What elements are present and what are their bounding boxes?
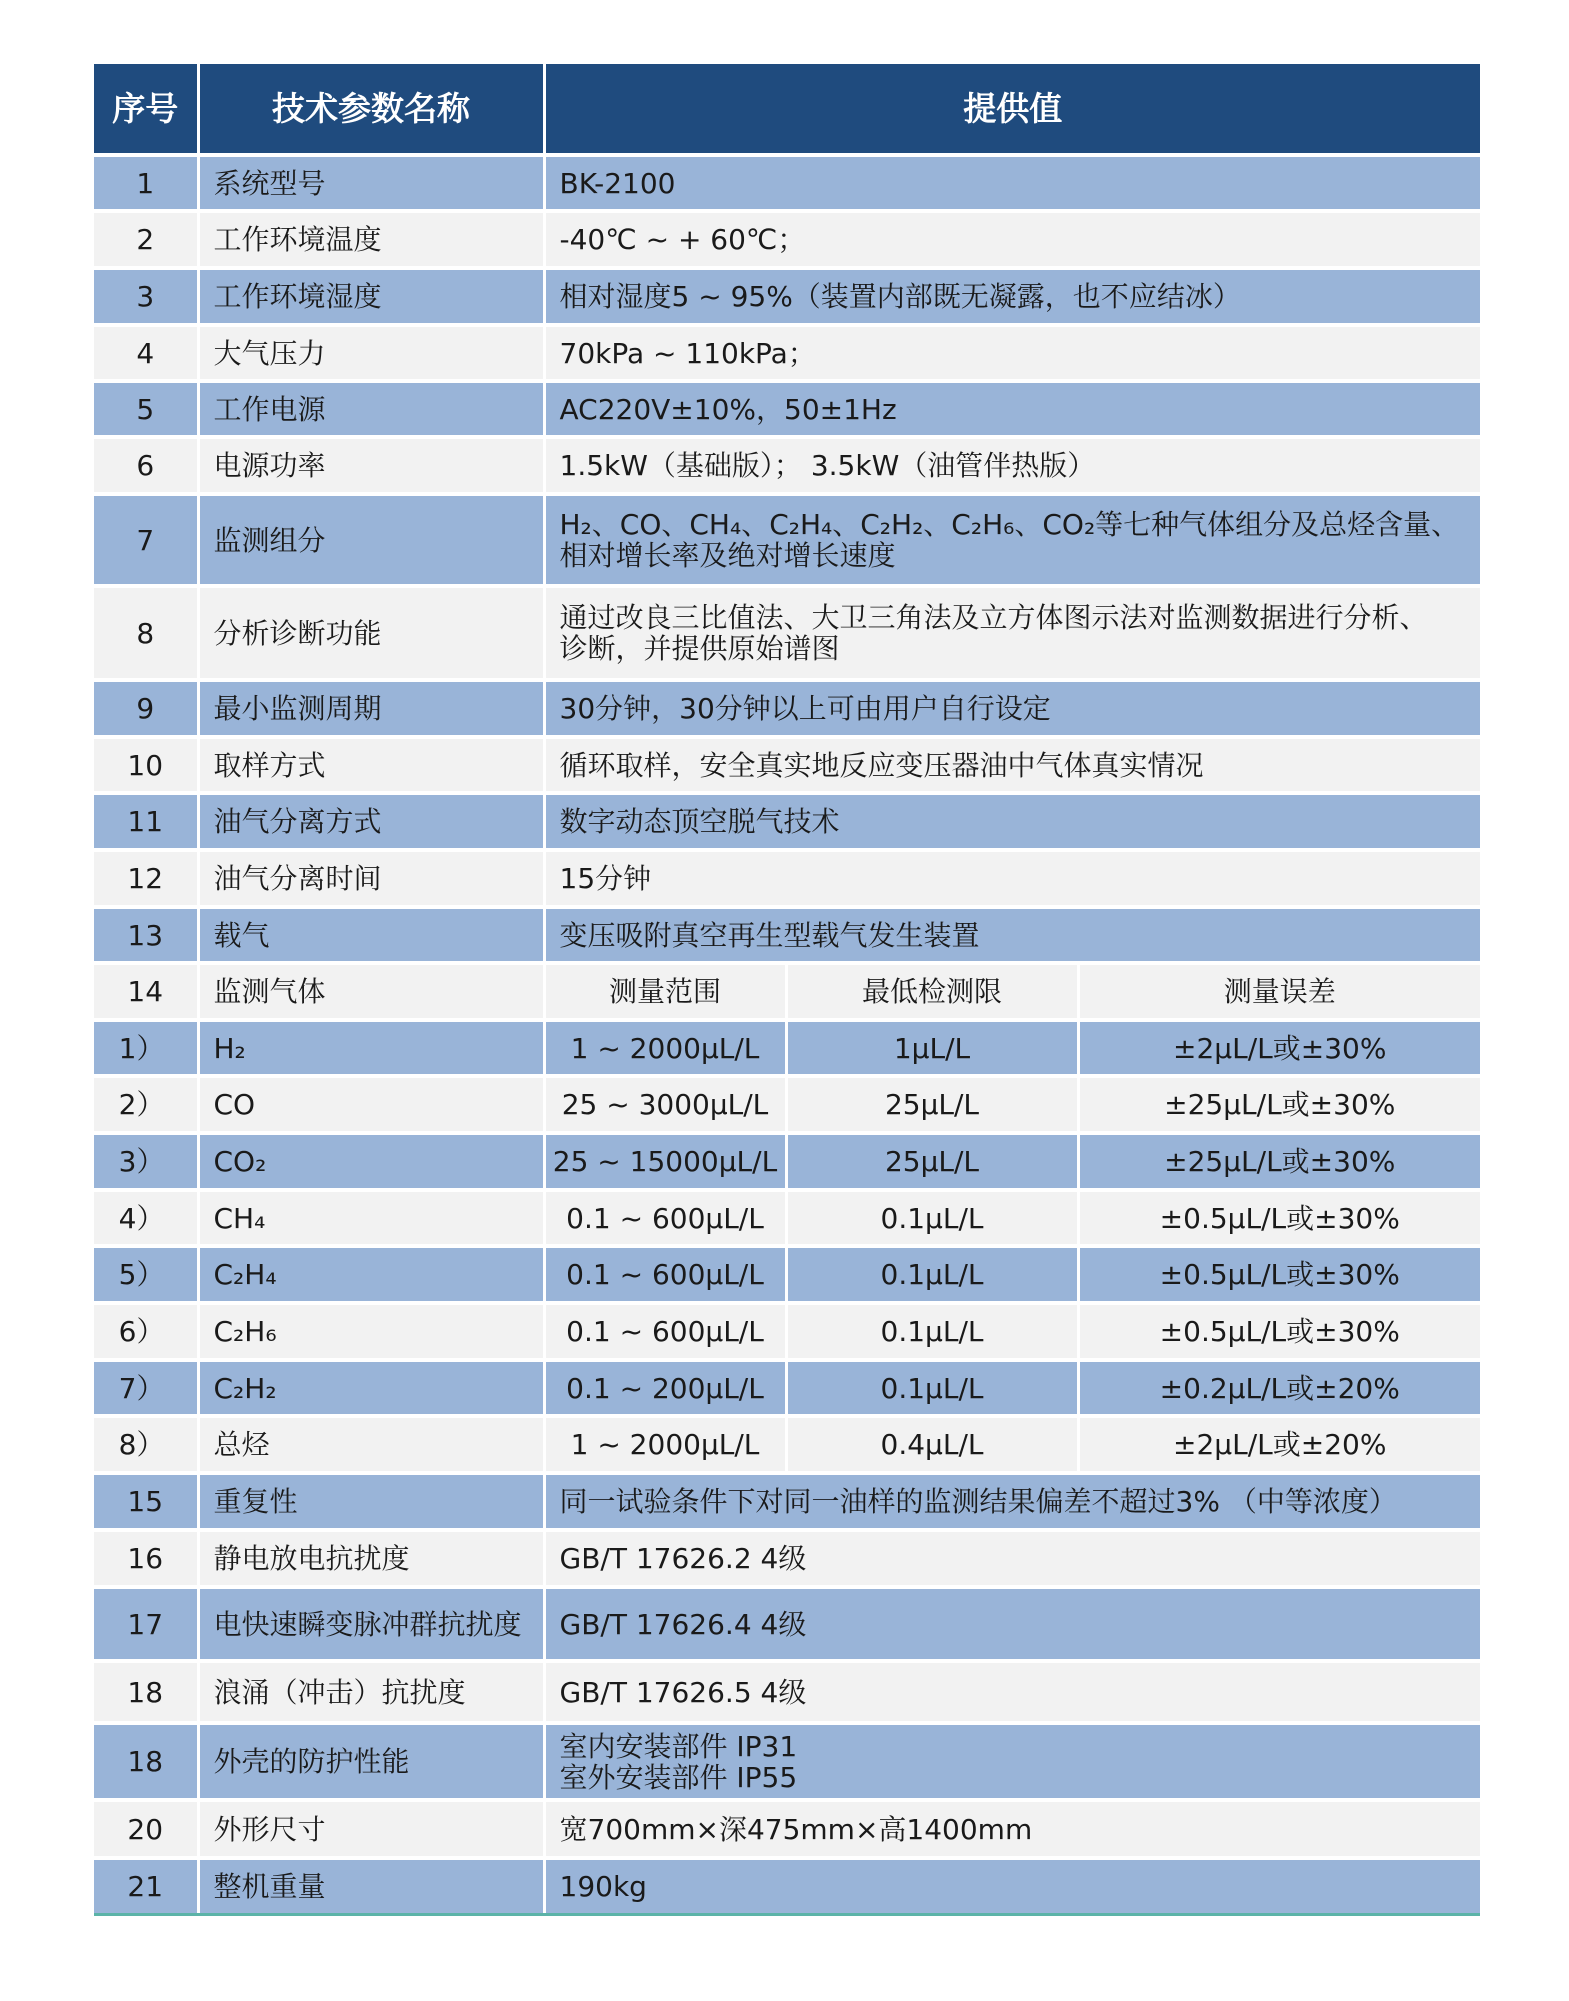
row-value: 同一试验条件下对同一油样的监测结果偏差不超过3% （中等浓度） (544, 1473, 1480, 1530)
row-value-line: H₂、CO、CH₄、C₂H₄、C₂H₂、C₂H₆、CO₂等七种气体组分及总烃含量、 (559, 508, 1460, 541)
gas-row (94, 1133, 1480, 1190)
gas-row (94, 1020, 1480, 1076)
row-value (544, 494, 1480, 586)
gas-range: 0.1 ~ 600μL/L (544, 1246, 786, 1303)
gas-range: 1 ~ 2000μL/L (544, 1416, 786, 1473)
row-no: 21 (94, 1858, 198, 1914)
row-no: 20 (94, 1800, 198, 1858)
row-value: 15分钟 (544, 850, 1480, 907)
row-value: 数字动态顶空脱气技术 (544, 793, 1480, 850)
gas-error: ±0.5μL/L或±30% (1078, 1246, 1480, 1303)
row-name: 浪涌（冲击）抗扰度 (198, 1661, 544, 1723)
row-name: 系统型号 (198, 155, 544, 211)
row-no: 8 (94, 586, 198, 680)
row-value-line: 室内安装部件 IP31 (559, 1729, 798, 1763)
row-value: 190kg (544, 1858, 1480, 1914)
gas-name: CO₂ (198, 1133, 544, 1190)
gas-error-header: 测量误差 (1078, 963, 1480, 1020)
row-no: 13 (94, 907, 198, 963)
row-name: 电快速瞬变脉冲群抗扰度 (198, 1587, 544, 1661)
gas-range: 1 ~ 2000μL/L (544, 1020, 786, 1076)
row-no: 1 (94, 155, 198, 211)
gas-error: ±0.5μL/L或±30% (1078, 1190, 1480, 1246)
gas-limit: 0.4μL/L (786, 1416, 1078, 1473)
gas-error: ±2μL/L或±30% (1078, 1020, 1480, 1076)
row-name: 载气 (198, 907, 544, 963)
gas-no: 7） (94, 1360, 198, 1416)
gas-error: ±0.2μL/L或±20% (1078, 1360, 1480, 1416)
gas-error: ±25μL/L或±30% (1078, 1076, 1480, 1133)
gas-no: 3） (94, 1133, 198, 1190)
row-name: 大气压力 (198, 325, 544, 381)
gas-name: C₂H₂ (198, 1360, 544, 1416)
table-row (94, 907, 1480, 963)
row-no: 3 (94, 268, 198, 325)
row-value: 变压吸附真空再生型载气发生装置 (544, 907, 1480, 963)
gas-range: 0.1 ~ 600μL/L (544, 1190, 786, 1246)
row-value: BK-2100 (544, 155, 1480, 211)
gas-no: 8） (94, 1416, 198, 1473)
gas-limit: 25μL/L (786, 1076, 1078, 1133)
table-row (94, 1473, 1480, 1530)
gas-range-header: 测量范围 (544, 963, 786, 1020)
header-param-name: 技术参数名称 (198, 64, 544, 155)
table-row (94, 437, 1480, 494)
row-no: 17 (94, 1587, 198, 1661)
gas-no: 1） (94, 1020, 198, 1076)
row-no: 2 (94, 211, 198, 268)
table-row (94, 325, 1480, 381)
gas-name: CO (198, 1076, 544, 1133)
gas-limit-header: 最低检测限 (786, 963, 1078, 1020)
row-value: GB/T 17626.4 4级 (544, 1587, 1480, 1661)
gas-header-row (94, 963, 1480, 1020)
row-name: 静电放电抗扰度 (198, 1530, 544, 1587)
table-row (94, 586, 1480, 680)
row-no: 15 (94, 1473, 198, 1530)
row-no: 6 (94, 437, 198, 494)
table-row (94, 1723, 1480, 1800)
row-name: 监测气体 (198, 963, 544, 1020)
gas-limit: 0.1μL/L (786, 1303, 1078, 1360)
row-value-line: 诊断，并提供原始谱图 (559, 632, 840, 665)
table-row (94, 1530, 1480, 1587)
gas-no: 4） (94, 1190, 198, 1246)
row-value: 1.5kW（基础版）； 3.5kW（油管伴热版） (544, 437, 1480, 494)
row-name: 外形尺寸 (198, 1800, 544, 1858)
row-name: 最小监测周期 (198, 680, 544, 737)
row-value: GB/T 17626.5 4级 (544, 1661, 1480, 1723)
row-value: 相对湿度5 ~ 95%（装置内部既无凝露，也不应结冰） (544, 268, 1480, 325)
table-header-row (94, 64, 1480, 155)
row-no: 9 (94, 680, 198, 737)
gas-name: 总烃 (198, 1416, 544, 1473)
gas-limit: 25μL/L (786, 1133, 1078, 1190)
row-value (544, 1723, 1480, 1800)
row-no: 5 (94, 381, 198, 437)
row-name: 取样方式 (198, 737, 544, 793)
gas-range: 25 ~ 15000μL/L (544, 1133, 786, 1190)
row-value: 宽700mm×深475mm×高1400mm (544, 1800, 1480, 1858)
row-no: 4 (94, 325, 198, 381)
gas-row (94, 1076, 1480, 1133)
gas-range: 0.1 ~ 200μL/L (544, 1360, 786, 1416)
gas-limit: 0.1μL/L (786, 1190, 1078, 1246)
row-no: 7 (94, 494, 198, 586)
row-name: 工作环境温度 (198, 211, 544, 268)
table-row (94, 737, 1480, 793)
table-row (94, 1661, 1480, 1723)
row-name: 电源功率 (198, 437, 544, 494)
row-value: GB/T 17626.2 4级 (544, 1530, 1480, 1587)
table-row (94, 155, 1480, 211)
gas-error: ±2μL/L或±20% (1078, 1416, 1480, 1473)
gas-no: 5） (94, 1246, 198, 1303)
gas-name: C₂H₆ (198, 1303, 544, 1360)
gas-row (94, 1190, 1480, 1246)
row-name: 重复性 (198, 1473, 544, 1530)
row-value: 循环取样，安全真实地反应变压器油中气体真实情况 (544, 737, 1480, 793)
table-row (94, 381, 1480, 437)
gas-name: CH₄ (198, 1190, 544, 1246)
row-value-line: 相对增长率及绝对增长速度 (559, 539, 896, 572)
header-value: 提供值 (544, 64, 1480, 155)
row-value: 70kPa ~ 110kPa； (544, 325, 1480, 381)
gas-limit: 1μL/L (786, 1020, 1078, 1076)
gas-name: H₂ (198, 1020, 544, 1076)
gas-row (94, 1303, 1480, 1360)
table-row (94, 1800, 1480, 1858)
gas-no: 2） (94, 1076, 198, 1133)
spec-table (94, 64, 1480, 1916)
row-value-line: 室外安装部件 IP55 (559, 1760, 798, 1794)
row-no: 16 (94, 1530, 198, 1587)
row-name: 监测组分 (198, 494, 544, 586)
row-value (544, 586, 1480, 680)
gas-range: 0.1 ~ 600μL/L (544, 1303, 786, 1360)
row-name: 整机重量 (198, 1858, 544, 1914)
row-name: 油气分离方式 (198, 793, 544, 850)
gas-row (94, 1246, 1480, 1303)
row-no: 18 (94, 1723, 198, 1800)
gas-error: ±0.5μL/L或±30% (1078, 1303, 1480, 1360)
row-no: 11 (94, 793, 198, 850)
gas-limit: 0.1μL/L (786, 1246, 1078, 1303)
header-no: 序号 (94, 64, 198, 155)
gas-no: 6） (94, 1303, 198, 1360)
row-no: 10 (94, 737, 198, 793)
gas-limit: 0.1μL/L (786, 1360, 1078, 1416)
gas-range: 25 ~ 3000μL/L (544, 1076, 786, 1133)
gas-error: ±25μL/L或±30% (1078, 1133, 1480, 1190)
row-value-line: 通过改良三比值法、大卫三角法及立方体图示法对监测数据进行分析、 (559, 601, 1428, 634)
table-row (94, 494, 1480, 586)
table-row (94, 1858, 1480, 1914)
row-name: 外壳的防护性能 (198, 1723, 544, 1800)
row-no: 14 (94, 963, 198, 1020)
table-row (94, 211, 1480, 268)
row-value: -40℃ ~ + 60℃； (544, 211, 1480, 268)
table-row (94, 850, 1480, 907)
row-name: 工作电源 (198, 381, 544, 437)
row-no: 18 (94, 1661, 198, 1723)
row-name: 油气分离时间 (198, 850, 544, 907)
table-row (94, 1587, 1480, 1661)
row-name: 工作环境湿度 (198, 268, 544, 325)
row-value: AC220V±10%，50±1Hz (544, 381, 1480, 437)
gas-row (94, 1416, 1480, 1473)
table-row (94, 680, 1480, 737)
row-no: 12 (94, 850, 198, 907)
gas-row (94, 1360, 1480, 1416)
table-row (94, 268, 1480, 325)
gas-name: C₂H₄ (198, 1246, 544, 1303)
row-value: 30分钟，30分钟以上可由用户自行设定 (544, 680, 1480, 737)
table-row (94, 793, 1480, 850)
row-name: 分析诊断功能 (198, 586, 544, 680)
